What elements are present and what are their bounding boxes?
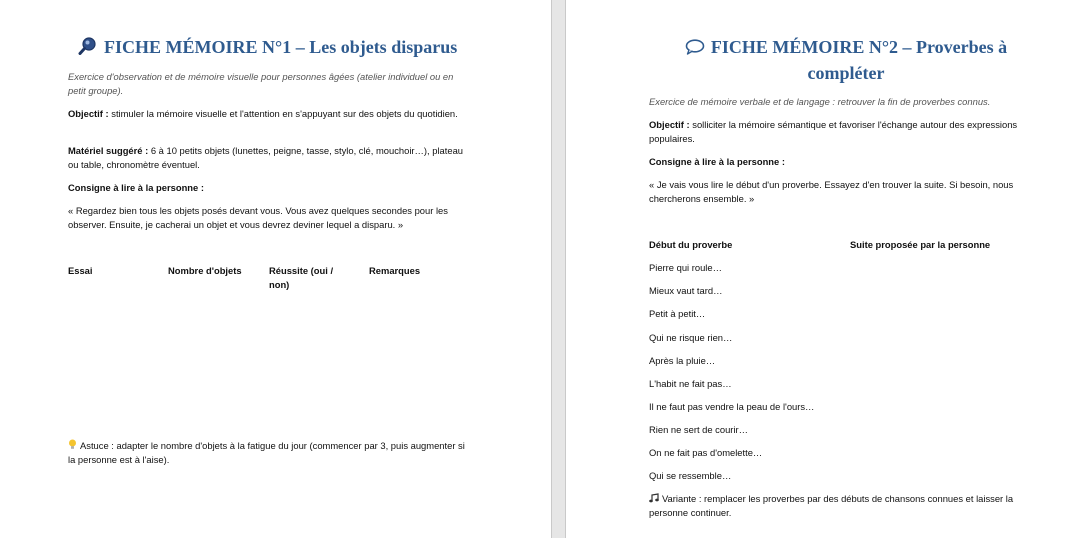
proverb-row: L'habit ne fait pas… bbox=[649, 378, 732, 389]
page1-material-text: 6 à 10 petits objets (lunettes, peigne, tasse, stylo, clé, mouchoir…), plateau ou table, chronomètre éventuel. bbox=[68, 145, 463, 170]
page1-table-header-nombre: Nombre d'objets bbox=[168, 265, 242, 276]
proverb-row: Il ne faut pas vendre la peau de l'ours… bbox=[649, 401, 815, 412]
proverb-row: Rien ne sert de courir… bbox=[649, 424, 749, 435]
proverb-row: Après la pluie… bbox=[649, 355, 716, 366]
page1-objective-label: Objectif : bbox=[68, 108, 109, 119]
proverb-row: On ne fait pas d'omelette… bbox=[649, 447, 763, 458]
proverb-row: Pierre qui roule… bbox=[649, 262, 722, 273]
page2-title bbox=[666, 34, 1026, 86]
page1-tip bbox=[68, 439, 468, 467]
speech-bubble-icon bbox=[685, 39, 705, 55]
proverb-row: Qui se ressemble… bbox=[649, 470, 732, 481]
page1-title-text: FICHE MÉMOIRE N°1 – Les objets disparus bbox=[104, 37, 458, 57]
page2-consigne-heading-text: Consigne à lire à la personne : bbox=[649, 156, 785, 167]
page1-table-header-reussite: Réussite (oui / non) bbox=[269, 265, 334, 290]
page1-material-label: Matériel suggéré : bbox=[68, 145, 149, 156]
proverb-row: Qui ne risque rien… bbox=[649, 332, 733, 343]
page2-title-text: FICHE MÉMOIRE N°2 – Proverbes à compléter bbox=[710, 37, 1008, 83]
magnifier-icon bbox=[78, 37, 98, 55]
page1-table-header-remarques: Remarques bbox=[369, 265, 421, 276]
page2-table-header-debut: Début du proverbe bbox=[649, 239, 733, 250]
page1-consigne-heading bbox=[68, 181, 468, 195]
page-separator bbox=[551, 0, 566, 538]
page1-table-header-essai: Essai bbox=[68, 265, 93, 276]
page2-consigne-text: « Je vais vous lire le début d'un proverbe. Essayez d'en trouver la suite. Si besoin, nous chercherons ensemble. » bbox=[649, 179, 1014, 204]
page2-table-header-suite: Suite proposée par la personne bbox=[850, 239, 991, 250]
page2-variant-text: Variante : remplacer les proverbes par des débuts de chansons connues et laisser la personne continuer. bbox=[649, 493, 1014, 518]
document-page-2 bbox=[566, 0, 1078, 538]
page2-objective-text: solliciter la mémoire sémantique et favoriser l'échange autour des expressions populaires. bbox=[649, 119, 1018, 144]
proverb-row: Petit à petit… bbox=[649, 308, 706, 319]
page1-intro: Exercice d'observation et de mémoire visuelle pour personnes âgées (atelier individuel ou en petit groupe). bbox=[68, 71, 454, 96]
page1-material bbox=[68, 144, 468, 172]
lightbulb-icon bbox=[68, 439, 77, 450]
page1-tip-text: Astuce : adapter le nombre d'objets à la fatigue du jour (commencer par 3, puis augmenter si la personne est à l'aise). bbox=[68, 440, 465, 465]
music-note-icon bbox=[649, 493, 659, 503]
page1-objective bbox=[68, 107, 468, 121]
proverb-row: Mieux vaut tard… bbox=[649, 285, 723, 296]
page2-variant bbox=[649, 492, 1049, 520]
page1-objective-text: stimuler la mémoire visuelle et l'attention en s'appuyant sur des objets du quotidien. bbox=[111, 108, 458, 119]
page2-intro: Exercice de mémoire verbale et de langage : retrouver la fin de proverbes connus. bbox=[649, 96, 991, 107]
page1-consigne-heading-text: Consigne à lire à la personne : bbox=[68, 182, 204, 193]
page2-objective bbox=[649, 118, 1049, 146]
page2-objective-label: Objectif : bbox=[649, 119, 690, 130]
page2-consigne-heading bbox=[649, 155, 1049, 169]
page1-title bbox=[78, 34, 457, 60]
page1-consigne-text: « Regardez bien tous les objets posés devant vous. Vous avez quelques secondes pour les observer. Ensuite, je cacherai un objet et vous devrez deviner lequel a disparu. » bbox=[68, 205, 448, 230]
